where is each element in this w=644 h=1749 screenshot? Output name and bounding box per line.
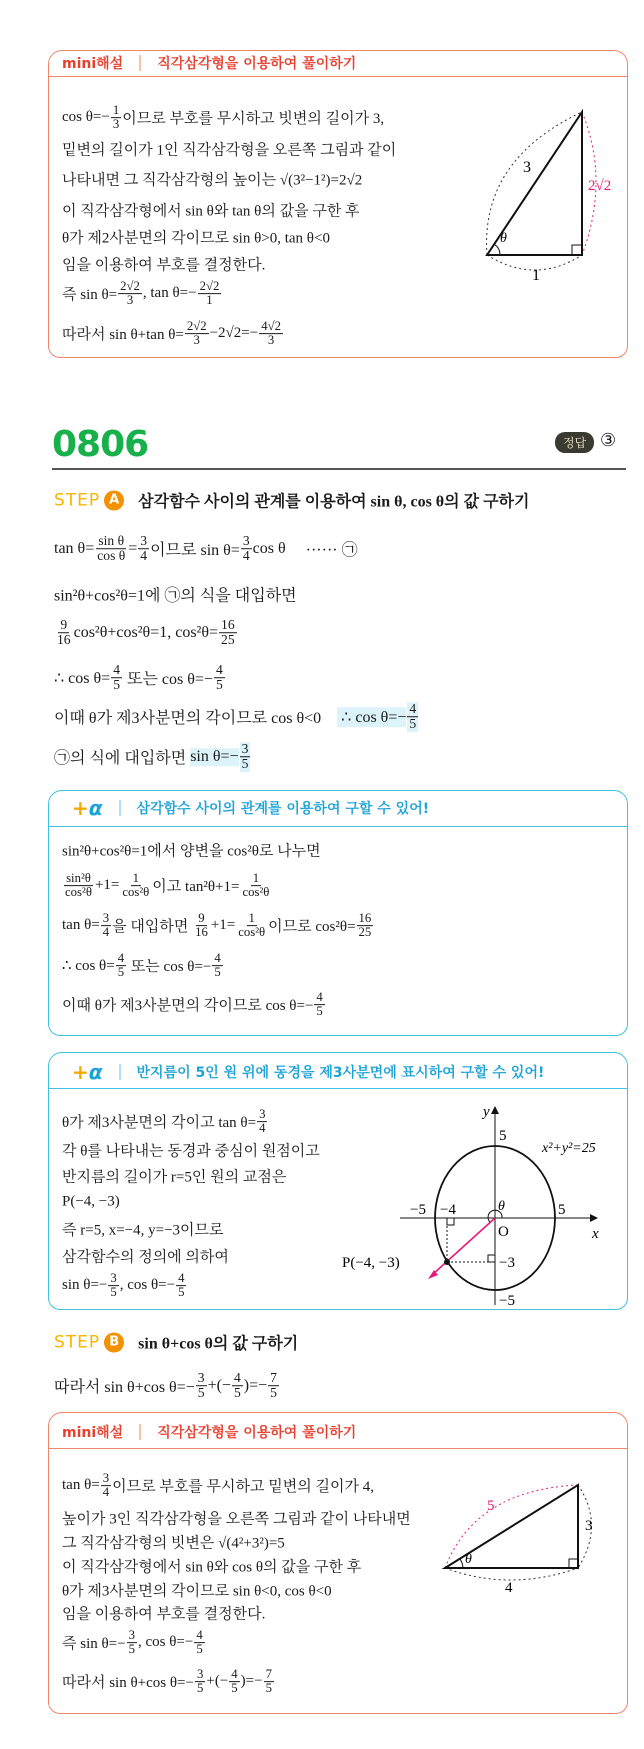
fraction	[95, 534, 127, 564]
text-run: 이므로 부호를 무시하고 밑변의 길이가 4,	[112, 1479, 374, 1496]
right-angle-mark	[569, 1559, 578, 1568]
denominator: 4	[102, 925, 110, 940]
denominator: 5	[214, 965, 221, 980]
text-line	[62, 1140, 320, 1161]
fraction	[240, 872, 271, 900]
numerator: 1	[132, 871, 140, 886]
denominator: 5	[316, 1004, 323, 1019]
tick-label: −4	[440, 1202, 456, 1218]
y-axis-label: y	[483, 1104, 490, 1120]
text-run: ∴ cos θ=−	[337, 709, 407, 726]
text-run: 이고 tan²θ+1=	[152, 879, 240, 896]
numerator: 3	[140, 533, 148, 549]
terminal-ray	[432, 1218, 495, 1275]
numerator: 3	[241, 741, 249, 757]
text-line	[62, 1108, 268, 1136]
text-run: tan θ=	[62, 917, 100, 934]
text-run: ∴ cos θ=	[54, 670, 111, 687]
text-line	[62, 1532, 285, 1553]
fraction	[198, 280, 222, 308]
text-line	[54, 583, 297, 606]
denominator: 5	[113, 677, 120, 693]
tick-label: 5	[558, 1202, 566, 1218]
alpha-tag: α	[88, 1060, 103, 1084]
step-letter: A	[104, 490, 124, 510]
denominator: 5	[233, 1385, 241, 1401]
numerator: 4	[196, 1628, 203, 1643]
text-line	[62, 952, 224, 980]
text-run: cos θ	[252, 540, 286, 557]
box-header	[62, 53, 356, 73]
box-title: 삼각함수 사이의 관계를 이용하여 구할 수 있어!	[136, 801, 430, 817]
fraction	[127, 1629, 137, 1657]
fraction	[357, 912, 374, 940]
text-run: P(−4, −3)	[62, 1193, 120, 1210]
denominator: 4	[102, 1485, 110, 1500]
fraction	[219, 618, 237, 648]
x-axis-label: x	[592, 1226, 599, 1242]
text-run: 즉 sin θ=−	[62, 1636, 126, 1653]
text-run: sin²θ+cos²θ=1에 ㉠의 식을 대입하면	[54, 587, 297, 605]
text-run: 즉 sin θ=	[62, 287, 118, 304]
fraction	[240, 742, 251, 772]
text-run: )=−	[240, 1673, 263, 1690]
text-line	[54, 702, 419, 732]
text-line	[62, 1166, 286, 1187]
numerator: 4	[178, 1271, 185, 1286]
fraction	[241, 534, 252, 564]
text-run: 각 θ를 나타내는 동경과 중심이 원점이고	[62, 1143, 320, 1160]
angle-label: θ	[465, 1552, 472, 1567]
box-header	[72, 796, 429, 820]
numerator: 4	[233, 1370, 241, 1386]
text-run: θ가 제2사분면의 각이므로 sin θ>0, tan θ<0	[62, 230, 330, 247]
hyp-label: 3	[523, 159, 531, 176]
fraction	[193, 912, 210, 940]
right-triangle-figure	[460, 100, 620, 280]
text-line	[62, 169, 362, 190]
text-run: tan θ=	[62, 1477, 100, 1494]
text-run: ······ ㉠	[285, 542, 358, 560]
numerator: 3	[197, 1370, 205, 1386]
denominator: 5	[128, 1642, 135, 1657]
text-run: 밑변의 길이가 1인 직각삼각형을 오른쪽 그림과 같이	[62, 142, 397, 159]
fraction	[120, 872, 151, 900]
tick-label: −3	[499, 1255, 515, 1271]
text-line	[62, 254, 265, 275]
answer-badge: 정답	[555, 432, 594, 453]
text-run: 반지름의 길이가 r=5인 원의 교점은	[62, 1169, 287, 1186]
numerator: 7	[270, 1370, 277, 1386]
angle-label: θ	[500, 231, 507, 246]
box-title: 직각삼각형을 이용하여 풀이하기	[157, 1425, 357, 1441]
height-label: 2√2	[588, 178, 612, 194]
divider	[139, 55, 141, 71]
point-label: P(−4, −3)	[342, 1255, 400, 1271]
fraction	[101, 1472, 111, 1500]
fraction	[212, 952, 222, 980]
text-run: cos²θ+cos²θ=1, cos²θ=	[73, 624, 219, 641]
denominator: 3	[193, 333, 200, 348]
plus-tag: +	[72, 796, 89, 820]
denominator: cos²θ	[122, 885, 150, 900]
text-line	[62, 1556, 361, 1577]
text-run: sin θ=−	[62, 1277, 108, 1294]
numerator: 9	[198, 911, 205, 926]
fraction	[257, 1108, 267, 1136]
fraction	[259, 320, 283, 348]
text-run: 이므로 cos²θ=	[268, 919, 356, 936]
numerator: 7	[265, 1667, 272, 1682]
text-run: −2√2=−	[209, 325, 259, 342]
angle-label: θ	[498, 1199, 505, 1214]
fraction	[138, 534, 149, 564]
box-title: 반지름이 5인 원 위에 동경을 제3사분면에 표시하여 구할 수 있어!	[136, 1065, 545, 1081]
box-header	[72, 1060, 544, 1084]
text-run: 또는 cos θ=−	[123, 671, 213, 689]
step-title: 삼각함수 사이의 관계를 이용하여 sin θ, cos θ의 값 구하기	[138, 493, 530, 511]
text-run: 높이가 3인 직각삼각형을 오른쪽 그림과 같이 나타내면	[62, 1511, 411, 1528]
text-line	[54, 618, 238, 648]
numerator: 4	[231, 1667, 238, 1682]
base-label: 1	[532, 267, 540, 280]
numerator: 3	[128, 1628, 135, 1643]
step-a-heading	[54, 489, 529, 512]
numerator: 2√2	[186, 319, 207, 334]
numerator: 2√2	[199, 279, 220, 294]
numerator: 1	[252, 871, 260, 886]
mini-tag: mini해설	[62, 1425, 124, 1441]
text-line	[62, 1246, 229, 1267]
fraction	[195, 1668, 205, 1696]
text-run: =	[128, 540, 138, 557]
text-line	[62, 104, 384, 132]
denominator: 4	[140, 548, 148, 564]
numerator: 3	[110, 1271, 117, 1286]
problem-number: 0806	[52, 424, 149, 465]
fraction	[108, 1272, 118, 1300]
divider	[119, 1064, 121, 1080]
text-run: sin²θ+cos²θ=1에서 양변을 cos²θ로 나누면	[62, 843, 321, 860]
fraction	[111, 104, 121, 132]
mini-tag: mini해설	[62, 56, 124, 72]
text-run: 이때 θ가 제3사분면의 각이므로 cos θ<0	[54, 710, 338, 728]
text-line	[62, 991, 326, 1019]
answer-value: ③	[600, 430, 617, 450]
text-line	[62, 1508, 411, 1529]
fraction	[214, 663, 225, 693]
text-run: +(−	[207, 1377, 231, 1394]
text-line	[62, 139, 396, 160]
text-line	[62, 227, 330, 248]
hyp-label: 5	[487, 1498, 495, 1514]
unit-circle-figure	[340, 1100, 620, 1305]
text-line	[62, 1668, 275, 1696]
numerator: sin²θ	[66, 871, 91, 886]
numerator: 4√2	[261, 319, 281, 334]
text-run: 이 직각삼각형에서 sin θ와 cos θ의 값을 구한 후	[62, 1559, 362, 1576]
fraction	[407, 702, 418, 732]
tick-label: −5	[410, 1202, 426, 1218]
text-run: 나타내면 그 직각삼각형의 높이는 √(3²−1²)=2√2	[62, 172, 363, 189]
denominator: 3	[267, 333, 275, 348]
text-line	[62, 1272, 187, 1300]
angle-arc	[460, 1559, 463, 1568]
numerator: 3	[196, 1667, 204, 1682]
denominator: 5	[117, 965, 125, 980]
fraction	[229, 1668, 239, 1696]
denominator: 16	[195, 925, 208, 940]
denominator: 5	[196, 1642, 203, 1657]
denominator: 5	[196, 1681, 204, 1696]
denominator: 5	[110, 1285, 117, 1300]
right-angle-mark	[488, 1255, 495, 1262]
text-run: 따라서 sin θ+cos θ=−	[54, 1379, 195, 1397]
right-angle-mark	[572, 245, 582, 255]
fraction	[236, 912, 267, 940]
text-line	[62, 912, 374, 940]
text-run: 따라서 sin θ+tan θ=	[62, 327, 184, 344]
text-line	[62, 1472, 374, 1500]
circle-equation: x²+y²=25	[542, 1141, 596, 1156]
denominator: 5	[409, 716, 417, 732]
numerator: 4	[409, 701, 417, 717]
numerator: 16	[221, 617, 235, 633]
denominator: 3	[112, 117, 120, 132]
step-label: STEP	[54, 1332, 101, 1352]
step-letter: B	[104, 1332, 124, 1352]
x-arrow-icon	[590, 1214, 598, 1222]
right-angle-mark	[447, 1218, 454, 1225]
fraction	[111, 663, 122, 693]
text-run: 이 직각삼각형에서 sin θ와 tan θ의 값을 구한 후	[62, 203, 360, 220]
numerator: 3	[102, 911, 110, 926]
text-run: 을 대입하면	[112, 919, 193, 936]
text-line	[54, 663, 226, 693]
denominator: cos²θ	[65, 885, 92, 900]
numerator: 4	[215, 662, 223, 678]
fraction	[268, 1371, 279, 1401]
denominator: 5	[265, 1681, 272, 1696]
fraction	[232, 1371, 243, 1401]
text-run: 이므로 부호를 무시하고 빗변의 길이가 3,	[122, 111, 385, 128]
text-run: )=−	[243, 1377, 268, 1394]
text-run: +1=	[210, 917, 236, 934]
point-p	[444, 1259, 450, 1265]
denominator: 4	[259, 1121, 266, 1136]
numerator: 2√2	[120, 279, 140, 294]
text-run: θ가 제3사분면의 각이고 tan θ=	[62, 1115, 257, 1132]
numerator: 4	[113, 662, 120, 678]
text-run: ∴ cos θ=	[62, 958, 115, 975]
divider-rule	[52, 468, 626, 470]
text-run: 또는 cos θ=−	[127, 959, 212, 976]
text-run: 이때 θ가 제3사분면의 각이므로 cos θ=−	[62, 998, 314, 1015]
y-arrow-icon	[491, 1106, 499, 1114]
fraction	[314, 991, 324, 1019]
text-line	[62, 1629, 206, 1657]
step-label: STEP	[54, 490, 101, 510]
height-label: 3	[585, 1518, 593, 1534]
denominator: 5	[215, 677, 223, 693]
denominator: cos²θ	[242, 885, 270, 900]
text-run: , tan θ=−	[142, 285, 197, 302]
denominator: 5	[178, 1285, 185, 1300]
text-run: 삼각함수의 정의에 의하여	[62, 1249, 229, 1266]
numerator: 4	[117, 951, 125, 966]
numerator: 16	[358, 911, 372, 926]
fraction	[116, 952, 126, 980]
text-run: , cos θ=−	[137, 1634, 194, 1651]
denominator: 16	[57, 632, 71, 648]
text-line	[62, 1219, 224, 1240]
text-line	[54, 1371, 280, 1401]
text-line	[62, 1194, 120, 1211]
text-run: +1=	[94, 877, 120, 894]
denominator: 25	[358, 925, 372, 940]
text-line	[62, 320, 284, 348]
numerator: 3	[259, 1107, 266, 1122]
denominator: 3	[126, 293, 134, 308]
fraction	[185, 320, 209, 348]
fraction	[264, 1668, 274, 1696]
text-run: , cos θ=−	[119, 1277, 176, 1294]
fraction	[63, 872, 94, 900]
numerator: 1	[112, 103, 120, 118]
divider	[139, 1424, 141, 1440]
text-run: 따라서 sin θ+cos θ=−	[62, 1675, 194, 1692]
numerator: 3	[242, 533, 250, 549]
base-arc	[445, 1568, 578, 1580]
numerator: 1	[248, 911, 255, 926]
fraction	[101, 912, 111, 940]
plus-tag: +	[72, 1060, 89, 1084]
denominator: 5	[270, 1385, 277, 1401]
text-run: +(−	[206, 1673, 229, 1690]
fraction	[194, 1629, 204, 1657]
fraction	[55, 618, 73, 648]
denominator: 5	[231, 1681, 238, 1696]
text-run: θ가 제3사분면의 각이므로 sin θ<0, cos θ<0	[62, 1583, 332, 1600]
denominator: 5	[241, 756, 249, 772]
step-title: sin θ+cos θ의 값 구하기	[138, 1335, 299, 1353]
alpha-tag: α	[88, 796, 103, 820]
denominator: 25	[221, 632, 235, 648]
denominator: cos²θ	[238, 925, 266, 940]
text-line	[54, 534, 358, 564]
denominator: cos θ	[97, 548, 126, 564]
denominator: 5	[197, 1385, 205, 1401]
divider	[119, 800, 121, 816]
fraction	[196, 1371, 207, 1401]
text-line	[62, 280, 222, 308]
text-line	[62, 872, 272, 900]
text-run: sin θ=−	[190, 748, 239, 765]
text-line	[62, 1580, 332, 1601]
denominator: 1	[206, 293, 213, 308]
text-run: cos θ=−	[62, 109, 110, 126]
box-header	[62, 1422, 356, 1442]
text-line	[62, 840, 321, 861]
step-b-heading	[54, 1331, 298, 1354]
denominator: 4	[242, 548, 250, 564]
text-run: 임을 이용하여 부호를 결정한다.	[62, 1606, 266, 1623]
text-line	[54, 742, 251, 772]
fraction	[176, 1272, 186, 1300]
base-label: 4	[505, 1580, 513, 1595]
tick-label: −5	[499, 1293, 515, 1305]
fraction	[118, 280, 142, 308]
origin-label: O	[498, 1224, 509, 1240]
tick-label: 5	[499, 1128, 507, 1144]
box-title: 직각삼각형을 이용하여 풀이하기	[157, 56, 357, 72]
text-line	[62, 1603, 265, 1624]
text-line	[62, 200, 360, 221]
right-triangle-figure	[435, 1480, 625, 1595]
numerator: 3	[102, 1471, 110, 1486]
numerator: 4	[214, 951, 221, 966]
text-run: tan θ=	[54, 540, 95, 557]
numerator: 4	[316, 990, 323, 1005]
text-run: 그 직각삼각형의 빗변은 √(4²+3²)=5	[62, 1535, 285, 1552]
numerator: 9	[60, 617, 68, 633]
text-run: 즉 r=5, x=−4, y=−3이므로	[62, 1222, 224, 1239]
text-run: 이므로 sin θ=	[150, 542, 240, 560]
text-run: 임을 이용하여 부호를 결정한다.	[62, 257, 266, 274]
text-run: ㉠의 식에 대입하면	[54, 750, 191, 768]
numerator: sin θ	[98, 533, 125, 549]
